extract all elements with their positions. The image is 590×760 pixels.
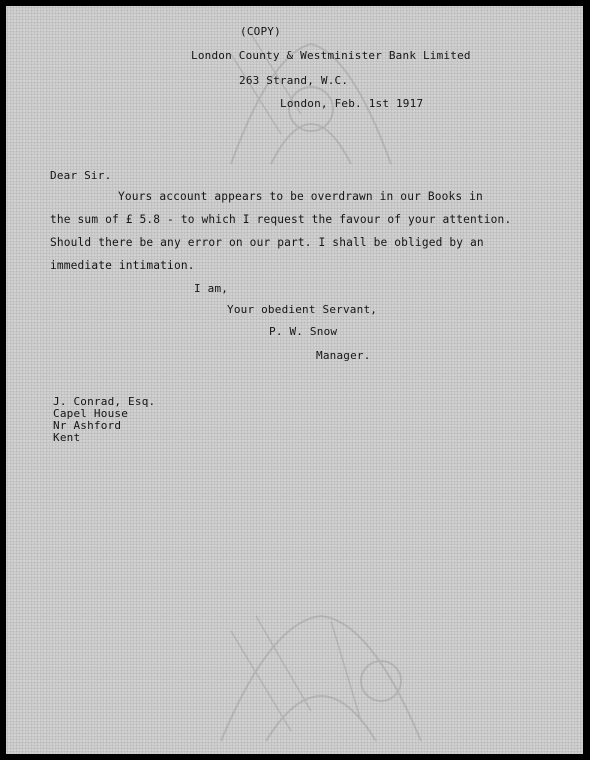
recipient-county: Kent (53, 431, 81, 444)
bank-name: London County & Westminister Bank Limited (191, 49, 471, 62)
body-line: Yours account appears to be overdrawn in our Books in (118, 190, 483, 203)
recipient-house: Capel House (53, 407, 129, 420)
letter-page (6, 6, 583, 754)
recipient-town: Nr Ashford (53, 419, 122, 432)
copy-marker: (COPY) (240, 25, 281, 38)
place-and-date: London, Feb. 1st 1917 (280, 97, 424, 110)
body-line: immediate intimation. (50, 259, 195, 272)
salutation: Dear Sir. (50, 169, 112, 182)
closing-i-am: I am, (194, 282, 229, 295)
recipient-name: J. Conrad, Esq. (53, 395, 156, 408)
signatory-title: Manager. (316, 349, 371, 362)
closing-servant: Your obedient Servant, (227, 303, 378, 316)
body-line: Should there be any error on our part. I shall be obliged by an (50, 236, 484, 249)
bank-address: 263 Strand, W.C. (239, 74, 349, 87)
body-line: the sum of £ 5.8 - to which I request the favour of your attention. (50, 213, 512, 226)
signatory-name: P. W. Snow (269, 325, 338, 338)
watermark-bottom-emblem (211, 601, 431, 751)
